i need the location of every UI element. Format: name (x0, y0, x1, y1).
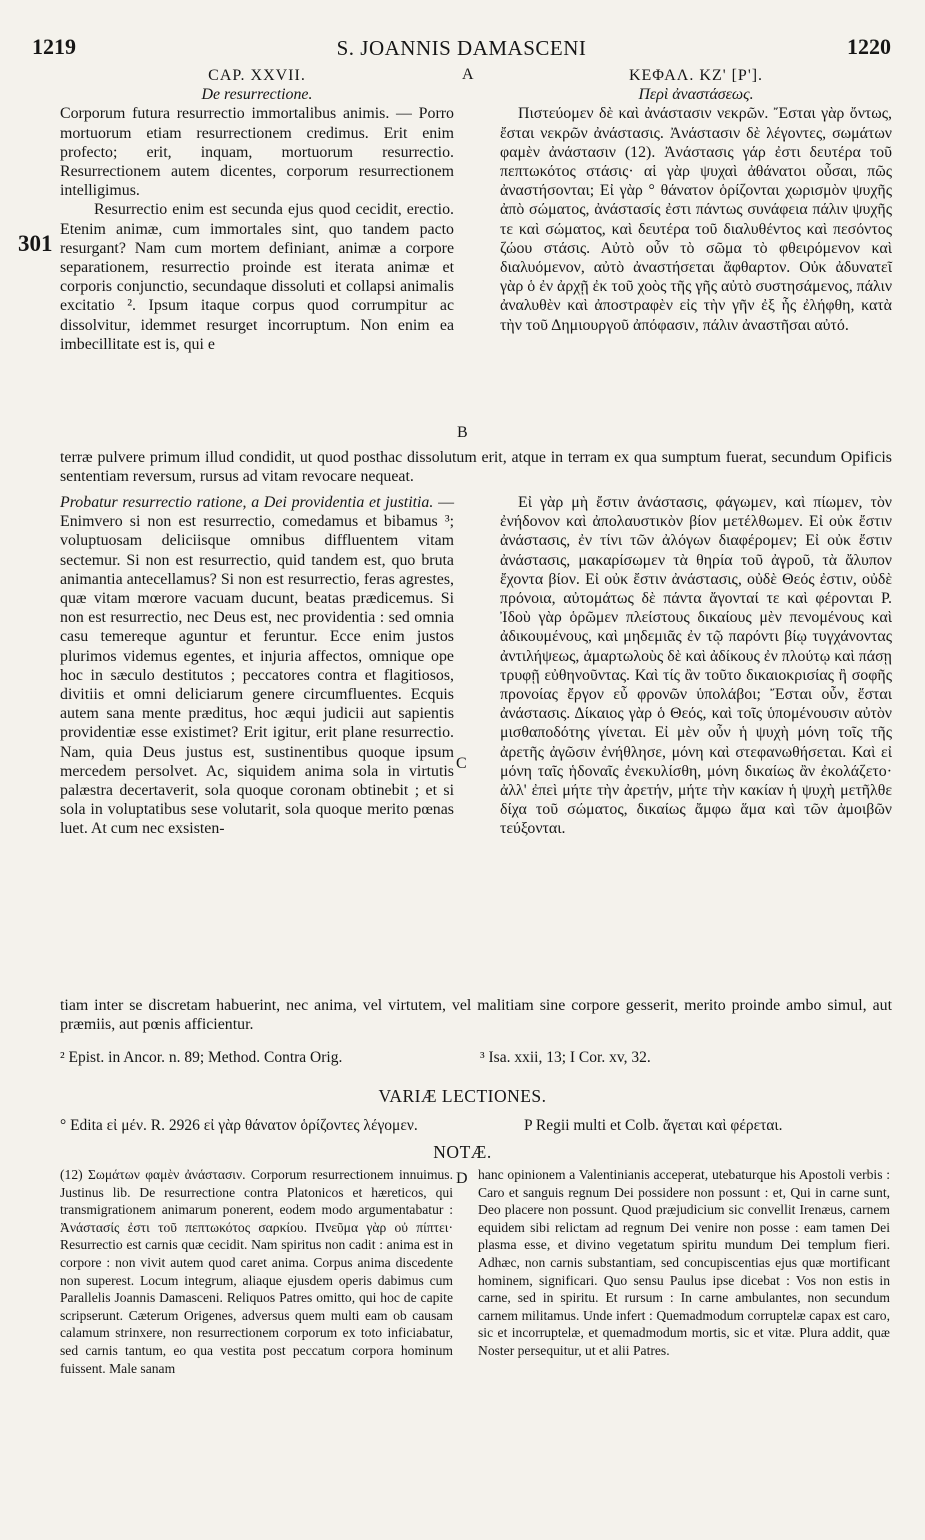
margin-letter-d: D (456, 1170, 468, 1187)
latin-paragraph-3-heading: Probatur resurrectio ratione, a Dei providentia et justitia. (60, 494, 434, 511)
full-width-continuation-1: terræ pulvere primum illud condidit, ut quod posthac dissolutum erit, atque in terram ex qua sumptum fuerat, secundum Opificis sententiam reversum, rursus ad vitam revocare nequeat. (60, 449, 892, 486)
footnote-left: ² Epist. in Ancor. n. 89; Method. Contra Orig. (60, 1049, 343, 1066)
latin-paragraph-2: Resurrectio enim est secunda ejus quod cecidit, erectio. Etenim animæ, cum immortales sint, quo tandem pacto resurgant? Nam cum mortem definiant, animæ a corpore separationem, resurrectio proinde est iterata animæ et corporis conjunctio, secundaque dissoluti et collapsi animalis excitatio ². Ipsum itaque corpus quod corrumpitur ac dissolvitur, idemmet resurget incorruptum. Non enim ea imbecillitate est is, qui e (60, 201, 454, 353)
latin-chapter-subtitle: De resurrectione. (201, 86, 313, 104)
greek-column-2 (500, 493, 892, 839)
full-width-continuation-2: tiam inter se discretam habuerint, nec anima, vel virtutem, vel malitiam sine corpore gesserit, merito proinde ambo simul, aut præmiis, aut pœnis afficientur. (60, 997, 892, 1034)
greek-chapter-heading: ΚΕΦΑΛ. ΚΖ' [Ρ']. (628, 67, 764, 84)
variae-lectiones-right: P Regii multi et Colb. ἄγεται καὶ φέρεται. (524, 1117, 783, 1134)
footnote-right: ³ Isa. xxii, 13; I Cor. xv, 32. (480, 1049, 651, 1066)
column-number-right: 1220 (847, 34, 891, 59)
latin-chapter-heading: CAP. XXVII. (208, 67, 306, 84)
variae-lectiones-heading: VARIÆ LECTIONES. (378, 1086, 547, 1106)
latin-paragraph-1: Corporum futura resurrectio immortalibus animis. — Porro mortuorum etiam resurrectionem credimus. Erit enim profecto; erit, inquam, mortuorum resurrectio. Resurrectionem autem dicentes, corporum resurrectionem intelligimus. (60, 105, 454, 200)
running-title: S. JOANNIS DAMASCENI (336, 36, 587, 60)
margin-letter-a: A (462, 66, 474, 83)
latin-column-2 (60, 493, 454, 839)
variae-lectiones-left: ° Edita εἰ μέν. R. 2926 εἰ γὰρ θάνατον ὁρίζοντες λέγομεν. (60, 1117, 418, 1134)
greek-paragraph-2: Εἰ γὰρ μὴ ἔστιν ἀνάστασις, φάγωμεν, καὶ πίωμεν, τὸν ἐνήδονον καὶ ἀπολαυστικὸν βίον μετέλθωμεν. Εἰ οὐκ ἔστιν ἀνάστασις, ἐν τίνι τῶν ἀλόγων διαφέρομεν; Εἰ οὐκ ἔστιν ἀνάστασις, μακαρίσωμεν τὰ θηρία τοῦ ἀγροῦ, τὰ ἄλυπον ἔχοντα βίον. Εἰ οὐκ ἔστιν ἀνάστασις, οὐδὲ Θεός ἐστιν, οὐδὲ πρόνοια, αὐτομάτως δὲ πάντα ἄγονταί τε καὶ φέρονται P. Ἰδοὺ γὰρ ὁρῶμεν πλείστους δικαίους μὲν πενομένους καὶ ἀδικουμένους, καὶ μηδεμιᾶς ἐν τῷ παρόντι βίῳ τυγχάνοντας ἀντιλήψεως, ἁμαρτωλοὺς δὲ καὶ ἀδίκους ἐν πλούτῳ καὶ πάσῃ τρυφῇ εὐθηνοῦντας. Καὶ τίς ἂν τοῦτο δικαιοκρισίας ἢ σοφῆς προνοίας ἔργον εὖ φρονῶν ὑπολάβοι; Ἔσται οὖν, ἔσται ἀνάστασις. Δίκαιος γὰρ ὁ Θεός, καὶ τοῖς ὑπομένουσιν αὐτὸν μισθαποδότης γίνεται. Εἰ μὲν οὖν ἡ ψυχὴ μόνη τοῖς τῆς ἀρετῆς ἀγῶσιν ἐνήθλησε, μόνη καὶ στεφανωθήσεται. Καὶ εἰ μόνη ταῖς ἡδοναῖς ἐνεκυλίσθη, μόνη δικαίως ἂν ἐκολάζετο· ἀλλ' ἐπεὶ μήτε τὴν ἀρετήν, μήτε τὴν κακίαν ἡ ψυχὴ μετῆλθε δίχα τοῦ σώματος, δικαίως ἄμφω ἅμα καὶ τῶν ἀμοιβῶν τεύξονται. (500, 494, 892, 838)
notae-right-column: hanc opinionem a Valentinianis acceperat, utebaturque his Apostoli verbis : Caro et sanguis regnum Dei possidere non possunt : et, Qui in carne sunt, Deo placere non possunt. Quod præjudicium sic convellit Irenæus, carnem equidem sibi relictam ad regnum Dei venire non posse : eam tamen Dei plasma esse, et divino vegetatum spiritu mundum Dei templum fieri. Adhæc, non carnis substantiam, sed concupiscentias ejus quæ mortificant hominem, significari. Quo sensu Paulus ipse dicebat : Vos non estis in carne, sed in spiritu. Et rursum : In carne ambulantes, non secundum carnem militamus. Unde infert : Quemadmodum corruptelæ capax est caro, sic et incorruptelæ, et quemadmodum mortis, sic et vitæ. Plura addit, quæ Noster persequitur, ut et alii Patres. (478, 1167, 890, 1358)
notae-heading: NOTÆ. (433, 1142, 492, 1162)
margin-letter-c: C (456, 755, 467, 772)
column-number-left: 1219 (32, 34, 76, 59)
margin-letter-b: B (457, 424, 468, 441)
greek-paragraph-1: Πιστεύομεν δὲ καὶ ἀνάστασιν νεκρῶν. Ἔσται γὰρ ὄντως, ἔσται νεκρῶν ἀνάστασις. Ἀνάστασιν δὲ λέγοντες, σωμάτων φαμὲν ἀνάστασιν (12). Ἀνάστασις γάρ ἐστι δευτέρα τοῦ πεπτωκότος στάσις· αἱ γὰρ ψυχαὶ ἀθάνατοι οὖσαι, πῶς ἀναστήσονται; Εἰ γὰρ ° θάνατον ὁρίζονται χωρισμὸν ψυχῆς ἀπὸ σώματος, ἀνάστασίς ἐστι πάντως συνάφεια πάλιν ψυχῆς τε καὶ σώματος, καὶ δευτέρα τοῦ διαλυθέντος καὶ πεσόντος ζώου στάσις. Αὐτὸ οὖν τὸ σῶμα τὸ φθειρόμενον καὶ διαλυόμενον, αὐτὸ ἀναστήσεται ἄφθαρτον. Οὐκ ἀδυνατεῖ γὰρ ὁ ἐν ἀρχῇ ἐκ τοῦ χοὸς τῆς γῆς αὐτὸ συστησάμενος, πάλιν ἀναλυθὲν καὶ ἀποστραφὲν εἰς τὴν γῆν ἐξ ἧς ἐλήφθη, κατὰ τὴν τοῦ Δημιουργοῦ ἀπόφασιν, πάλιν ἀναστῆσαι αὐτό. (500, 105, 892, 334)
notae-left-column: (12) Σωμάτων φαμὲν ἀνάστασιν. Corporum resurrectionem innuimus. Justinus lib. De resurrectione contra Platonicos et hæreticos, qui transmigrationem animarum ponerent, eodem modo argumentabatur : Ἀνάστασίς ἐστι τοῦ πεπτωκότος σαρκίου. Πνεῦμα γὰρ οὐ πίπτει· Resurrectio est carnis quæ cecidit. Nam spiritus non cadit : anima est in corpore : non vivit autem quod caret anima. Corpus anima discedente non superest. Locum integrum, aliaque ejusdem operis dabimus cum Parallelis Joannis Damasceni. Reliquos Patres omitto, qui hoc de capite scripserunt. Cæterum Origenes, adversus quem multi eam ob causam calamum strinxere, non resurrectionem corporum ex toto inficiabatur, sed carnis tantum, eo qua vestita post peccatum corpora hominum fuissent. Male sanam (60, 1167, 453, 1376)
page-number-301: 301 (18, 231, 53, 256)
latin-column (60, 66, 454, 354)
greek-chapter-subtitle: Περὶ ἀναστάσεως. (638, 86, 754, 104)
running-header (32, 34, 891, 62)
latin-paragraph-3: — Enimvero si non est resurrectio, comedamus et bibamus ³; voluptuosam deliciisque omnibus diffluentem vitam sectemur. Si non est resurrectio, quid tandem est, quo bruta animantia antecellamus? Si non est resurrectio, feras agrestes, quæ vitam mœrore vacuam ducunt, beatas prædicemus. Si non est resurrectio, nec Deus est, nec providentia : sed omnia casu temereque aguntur et feruntur. Ecce enim justos plurimos videmus egentes, et injuria affectos, omnique ope hoc in sæculo destitutos ; peccatores contra et flagitiosos, divitiis et omni deliciarum genere circumfluentes. Ecquis autem sana mente præditus, hoc æqui judicii aut sapientis providentiæ esse existimet? Erit igitur, erit plane resurrectio. Nam, quia Deus justus est, sustinentibus quoque ipsum mercedem persolvet. Ac, siquidem anima sola in virtutis palæstra decertaverit, sola quoque coronam obtinebit ; et si sola in voluptatibus sese volutarit, sola quoque merito pœnas luet. At cum nec exsisten- (60, 494, 454, 838)
greek-column (500, 66, 892, 335)
